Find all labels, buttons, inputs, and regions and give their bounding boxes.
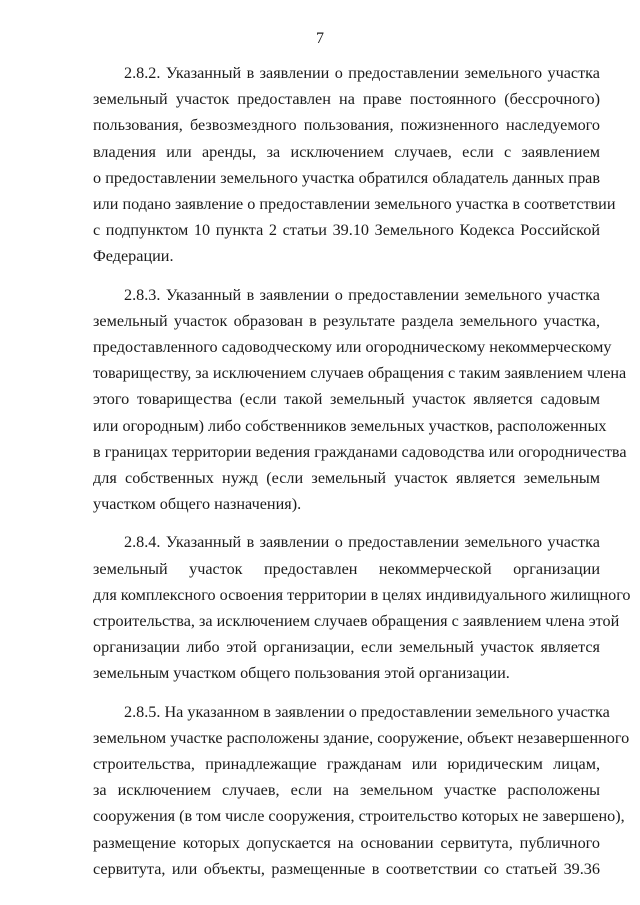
- text-line: земельном участке расположены здание, сооружение, объект незавершенного: [93, 728, 630, 747]
- paragraph: [93, 60, 616, 270]
- text-line: владения или аренды, за исключением случаев, если с заявлением: [93, 142, 600, 161]
- text-line: в границах территории ведения гражданами садоводства или огородничества: [93, 442, 627, 461]
- text-line: для комплексного освоения территории в целях индивидуального жилищного: [93, 585, 631, 604]
- text-line: 2.8.4. Указанный в заявлении о предоставлении земельного участка: [124, 533, 600, 552]
- text-line: строительства, принадлежащие гражданам или юридическим лицам,: [93, 755, 600, 774]
- text-line: Федерации.: [93, 247, 174, 266]
- document-body: [93, 60, 631, 894]
- text-line: о предоставлении земельного участка обратился обладатель данных прав: [93, 168, 600, 187]
- text-line: размещение которых допускается на основании сервитута, публичного: [93, 833, 600, 852]
- text-line: 2.8.3. Указанный в заявлении о предоставлении земельного участка: [124, 285, 600, 304]
- text-line: земельный участок предоставлен на праве постоянного (бессрочного): [93, 90, 600, 109]
- text-line: за исключением случаев, если на земельном участке расположены: [93, 781, 600, 800]
- text-line: 2.8.2. Указанный в заявлении о предоставлении земельного участка: [124, 64, 600, 82]
- text-line: для собственных нужд (если земельный участок является земельным: [93, 469, 600, 488]
- text-line: предоставленного садоводческому или огородническому некоммерческому: [93, 338, 612, 357]
- text-line: товариществу, за исключением случаев обращения с таким заявлением члена: [93, 364, 627, 383]
- text-line: сервитута, или объекты, размещенные в соответствии со статьей 39.36: [93, 859, 600, 878]
- paragraph: [93, 699, 630, 882]
- text-line: 2.8.5. На указанном в заявлении о предоставлении земельного участка: [124, 702, 610, 721]
- text-line: с подпунктом 10 пункта 2 статьи 39.10 Земельного Кодекса Российской: [93, 221, 600, 240]
- text-line: земельный участок образован в результате раздела земельного участка,: [93, 311, 600, 330]
- text-line: или подано заявление о предоставлении земельного участка в соответствии: [93, 195, 616, 214]
- text-line: земельный участок предоставлен некоммерческой организации: [93, 559, 600, 578]
- text-line: участком общего назначения).: [93, 495, 302, 514]
- text-line: или огородным) либо собственников земельных участков, расположенных: [93, 416, 607, 435]
- text-line: организации либо этой организации, если земельный участок является: [93, 638, 600, 657]
- text-line: строительства, за исключением случаев обращения с заявлением члена этой: [93, 612, 620, 631]
- text-line: этого товарищества (если такой земельный участок является садовым: [93, 390, 600, 409]
- text-line: пользования, безвозмездного пользования, пожизненного наследуемого: [93, 116, 600, 135]
- text-line: сооружения (в том числе сооружения, строительство которых не завершено),: [93, 807, 625, 826]
- paragraph: [93, 282, 627, 518]
- page-number: 7: [316, 30, 324, 47]
- paragraph: [93, 529, 631, 686]
- text-line: земельным участком общего пользования этой организации.: [93, 664, 510, 683]
